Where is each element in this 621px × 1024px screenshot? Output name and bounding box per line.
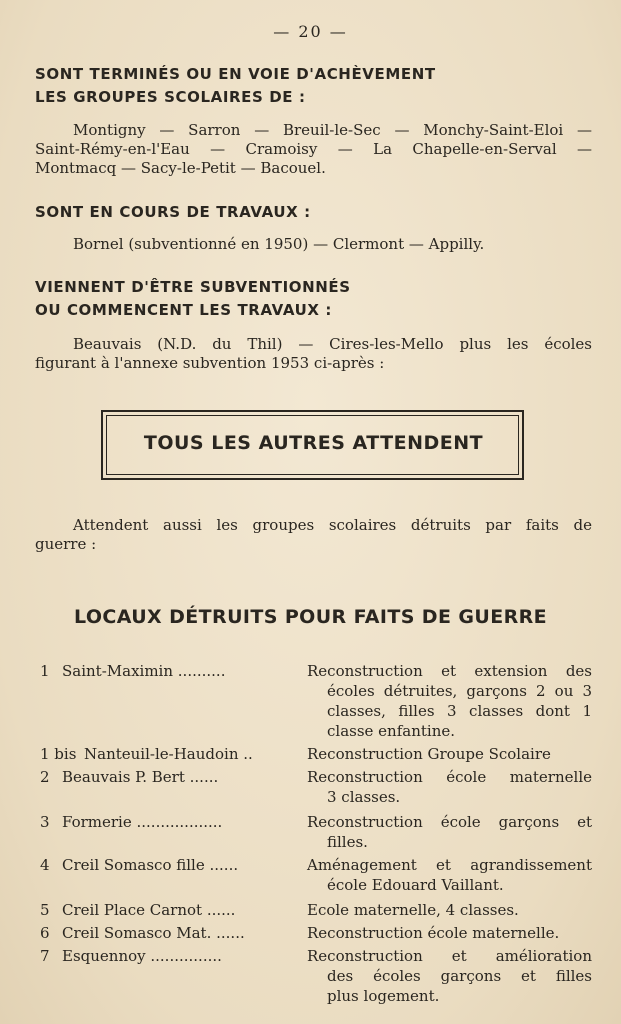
section3-paragraph (35, 335, 592, 373)
row-description (307, 661, 592, 741)
row-description-line: Aménagement et agrandissement (307, 856, 592, 874)
row-number: 4 (40, 856, 50, 874)
section1-heading-line1: SONT TERMINÉS OU EN VOIE D'ACHÈVEMENT (35, 65, 436, 83)
row-description-line: Reconstruction et extension des (307, 662, 592, 680)
row-place: Creil Place Carnot ...... (62, 901, 236, 919)
boxed-title: TOUS LES AUTRES ATTENDENT (143, 432, 484, 454)
section1-line: Montmacq — Sacy-le-Petit — Bacouel. (35, 159, 326, 177)
row-description (307, 855, 592, 895)
row-description (307, 767, 592, 807)
section3-heading-line2: OU COMMENCENT LES TRAVAUX : (35, 301, 332, 319)
row-description-line: Reconstruction école maternelle. (307, 924, 560, 942)
page-number: — 20 — (273, 22, 348, 41)
row-place: Beauvais P. Bert ...... (62, 768, 219, 786)
row-description (307, 812, 592, 852)
row-place: Saint-Maximin .......... (62, 662, 226, 680)
row-description-line: Reconstruction et amélioration (307, 947, 592, 965)
section3-heading (35, 276, 351, 322)
row-description-line: école Edouard Vaillant. (327, 876, 504, 894)
row-description (307, 900, 592, 920)
row-number: 2 (40, 768, 50, 786)
row-description-line: filles. (327, 833, 368, 851)
section2-heading: SONT EN COURS DE TRAVAUX : (35, 203, 311, 221)
table-title: LOCAUX DÉTRUITS POUR FAITS DE GUERRE (73, 606, 548, 628)
row-place: Esquennoy ............... (62, 947, 222, 965)
section4-line: Attendent aussi les groupes scolaires détruits par faits de (73, 516, 592, 534)
row-description-line: classes, filles 3 classes dont 1 (327, 702, 592, 720)
row-place: Nanteuil-le-Haudoin .. (84, 745, 253, 763)
section3-line: Beauvais (N.D. du Thil) — Cires-les-Mello plus les écoles (73, 335, 592, 353)
row-description-line: Ecole maternelle, 4 classes. (307, 901, 519, 919)
section4-paragraph (35, 516, 592, 554)
row-number: 7 (40, 947, 50, 965)
section4-line: guerre : (35, 535, 97, 553)
section1-heading (35, 63, 436, 109)
row-number: 3 (40, 813, 50, 831)
row-place: Creil Somasco Mat. ...... (62, 924, 245, 942)
section1-heading-line2: LES GROUPES SCOLAIRES DE : (35, 88, 306, 106)
section1-line: Saint-Rémy-en-l'Eau — Cramoisy — La Chapelle-en-Serval — (35, 140, 592, 158)
section3-heading-line1: VIENNENT D'ÊTRE SUBVENTIONNÉS (35, 278, 351, 296)
row-description-line: classe enfantine. (327, 722, 456, 740)
section3-line: figurant à l'annexe subvention 1953 ci-après : (35, 354, 385, 372)
row-description (307, 923, 592, 943)
row-description (307, 744, 592, 764)
row-number: 6 (40, 924, 50, 942)
row-description (307, 946, 592, 1006)
row-number: 5 (40, 901, 50, 919)
row-description-line: écoles détruites, garçons 2 ou 3 (327, 682, 592, 700)
row-description-line: Reconstruction Groupe Scolaire (307, 745, 551, 763)
row-description-line: Reconstruction école garçons et (307, 813, 592, 831)
row-description-line: plus logement. (327, 987, 440, 1005)
section2-paragraph: Bornel (subventionné en 1950) — Clermont — Appilly. (73, 235, 485, 253)
row-place: Creil Somasco fille ...... (62, 856, 239, 874)
row-description-line: 3 classes. (327, 788, 401, 806)
row-description-line: des écoles garçons et filles (327, 967, 592, 985)
row-number: 1 (40, 662, 50, 680)
row-place: Formerie .................. (62, 813, 223, 831)
section1-paragraph (35, 121, 592, 178)
section1-line: Montigny — Sarron — Breuil-le-Sec — Monchy-Saint-Eloi — (73, 121, 592, 139)
row-description-line: Reconstruction école maternelle (307, 768, 592, 786)
row-number: 1 bis (40, 745, 77, 763)
